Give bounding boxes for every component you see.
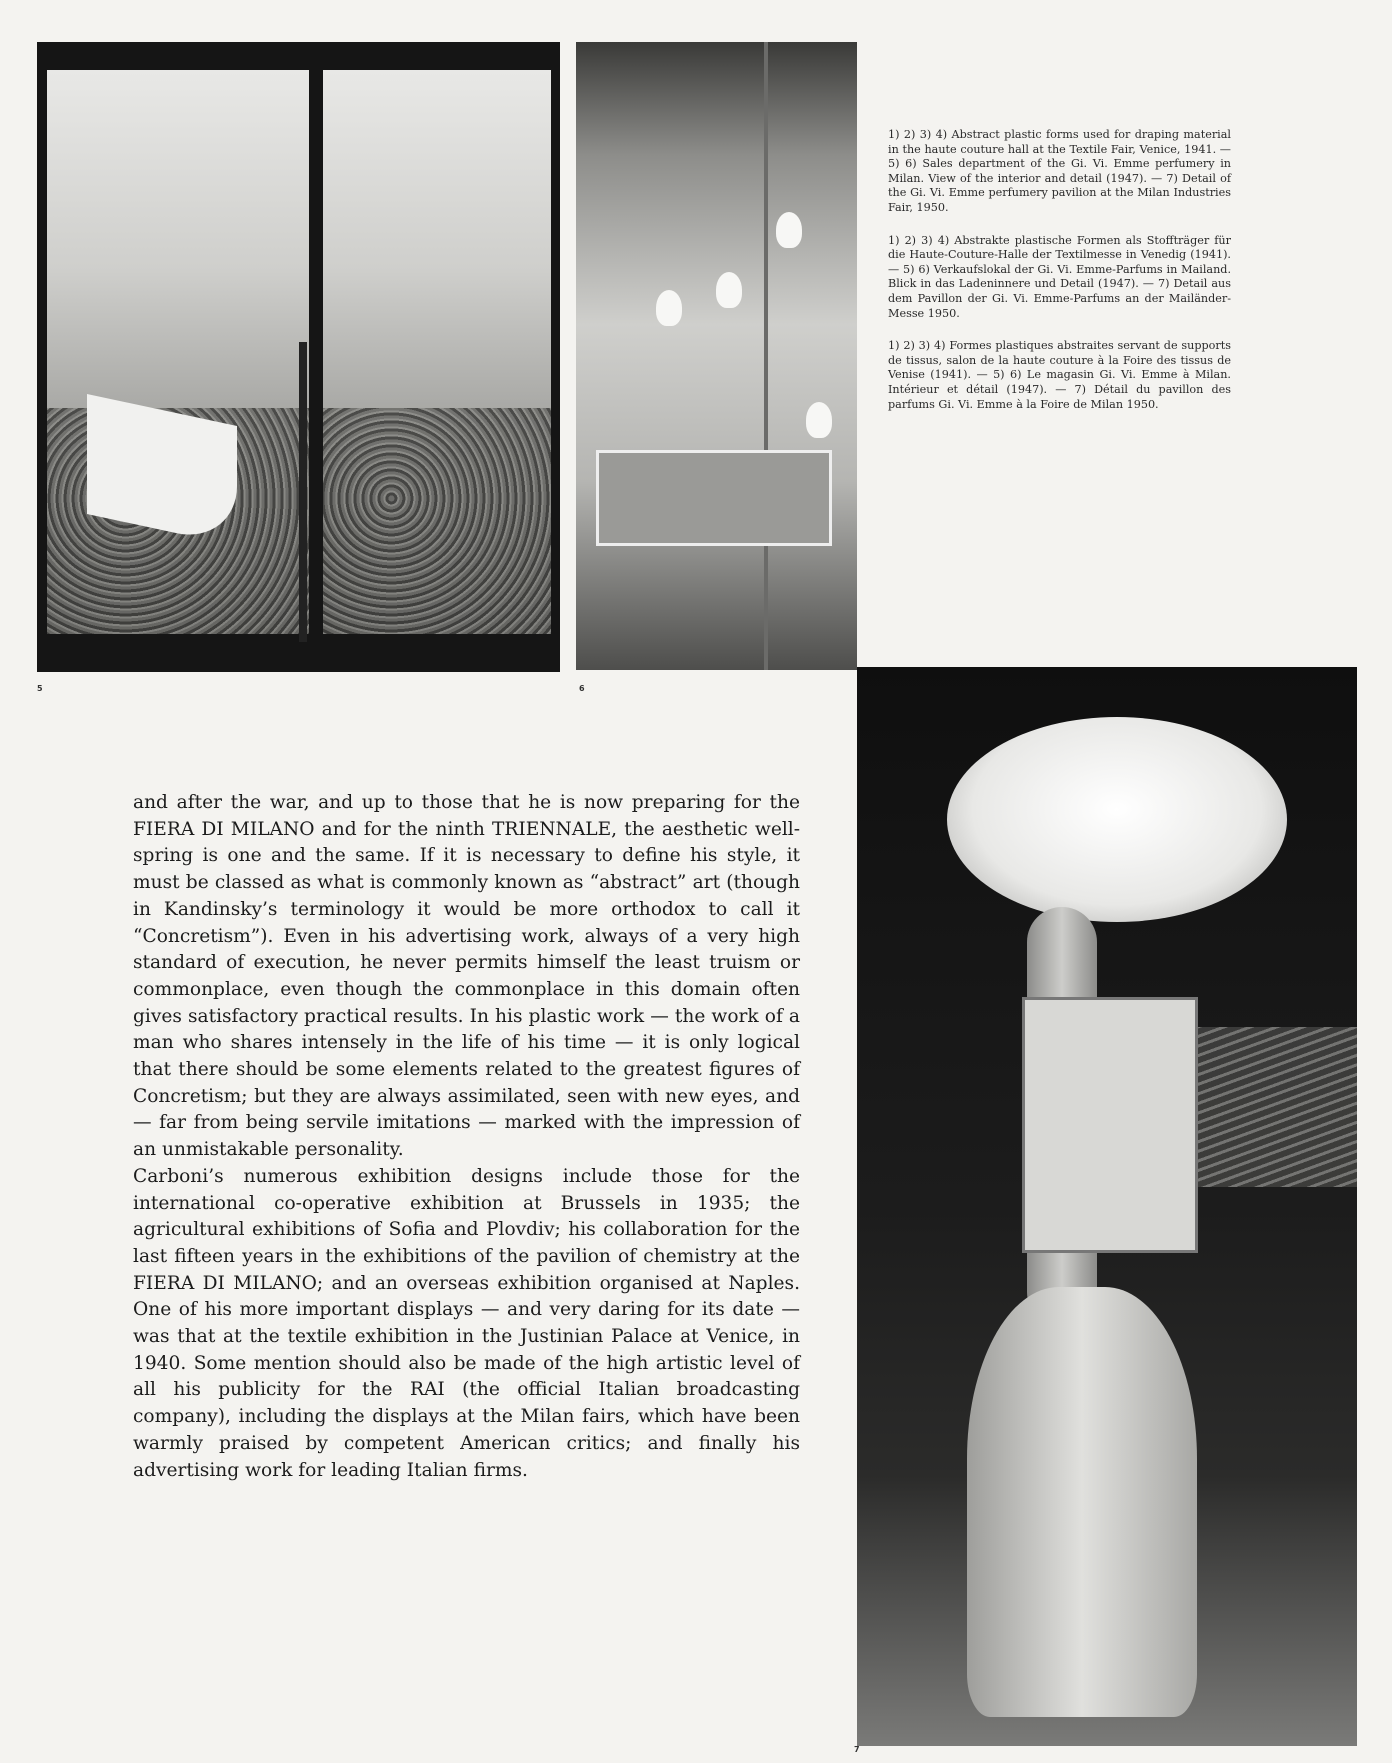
caption-german: 1) 2) 3) 4) Abstrakte plastische Formen als Stoffträger für die Haute-Couture-Halle der Textilmesse in Venedig (1941). — 5) 6) Verkaufslokal der Gi. Vi. Emme-Parfums in Mailand. Blick in das Ladeninnere und Detail (1947). — 7) Detail aus dem Pavillon der Gi. Vi. Emme-Parfums an der Mailänder-Messe 1950. — [888, 233, 1231, 320]
lamp-shade — [716, 272, 742, 308]
display-panel — [1022, 997, 1198, 1253]
article-paragraph: and after the war, and up to those that he is now preparing for the FIERA DI MILANO and for the ninth TRIENNALE, the aesthetic well-spring is one and the same. If it is necessary to define his style, it must be classed as what is commonly known as “abstract” art (though in Kandinsky’s terminology it would be more orthodox to call it “Concretism”). Even in his advertising work, always of a very high standard of execution, he never permits himself the least truism or commonplace, even though the commonplace in this domain often gives satisfactory practical results. In his plastic work — the work of a man who shares intensely in the life of his time — it is only logical that there should be some elements related to the greatest figures of Concretism; but they are always assimilated, seen with new eyes, and — far from being servile imitations — marked with the impression of an unmistakable personality. — [133, 792, 800, 1161]
caption-french: 1) 2) 3) 4) Formes plastiques abstraites servant de supports de tissus, salon de la haute couture à la Foire des tissus de Venise (1941). — 5) 6) Le magasin Gi. Vi. Emme à Milan. Intérieur et détail (1947). — 7) Détail du pavillon des parfums Gi. Vi. Emme à la Foire de Milan 1950. — [888, 339, 1231, 411]
lamp-shade — [656, 290, 682, 326]
sculpture-body — [967, 1287, 1197, 1717]
shop-window-left-pane — [47, 70, 309, 634]
figure-captions — [888, 128, 1231, 430]
shop-window-right-pane — [323, 70, 551, 634]
article-body — [133, 790, 800, 1484]
terrazzo-floor — [323, 408, 551, 634]
article-paragraph: Carboni’s numerous exhibition designs include those for the international co-operative exhibition at Brussels in 1935; the agricultural exhibitions of Sofia and Plovdiv; his collaboration for the last fifteen years in the exhibitions of the pavilion of chemistry at the FIERA DI MILANO; and an overseas exhibition organised at Naples. One of his more important displays — and very daring for its date — was that at the textile exhibition in the Justinian Palace at Venice, in 1940. Some mention should also be made of the high artistic level of all his publicity for the RAI (the official Italian broadcasting company), including the displays at the Milan fairs, which have been warmly praised by competent American critics; and finally his advertising work for leading Italian firms. — [133, 1165, 800, 1481]
photo-perfumery-shop-window — [37, 42, 560, 672]
figure-number-6: 6 — [579, 684, 585, 693]
display-shelf — [596, 450, 832, 546]
lamp-shade — [806, 402, 832, 438]
lamp-shade — [776, 212, 802, 248]
figure-number-7: 7 — [854, 1745, 860, 1754]
figure-number-5: 5 — [37, 684, 43, 693]
caption-english: 1) 2) 3) 4) Abstract plastic forms used for draping material in the haute couture hall at the Textile Fair, Venice, 1941. — 5) 6) Sales department of the Gi. Vi. Emme perfumery in Milan. View of the interior and detail (1947). — 7) Detail of the Gi. Vi. Emme perfumery pavilion at the Milan Industries Fair, 1950. — [888, 128, 1231, 214]
photo-pavilion-sculpture — [857, 667, 1357, 1746]
ceiling-oval-light — [947, 717, 1287, 922]
door-handle — [299, 342, 307, 642]
lamp-pole — [764, 42, 768, 670]
photo-lamp-and-shelf-detail — [576, 42, 857, 670]
